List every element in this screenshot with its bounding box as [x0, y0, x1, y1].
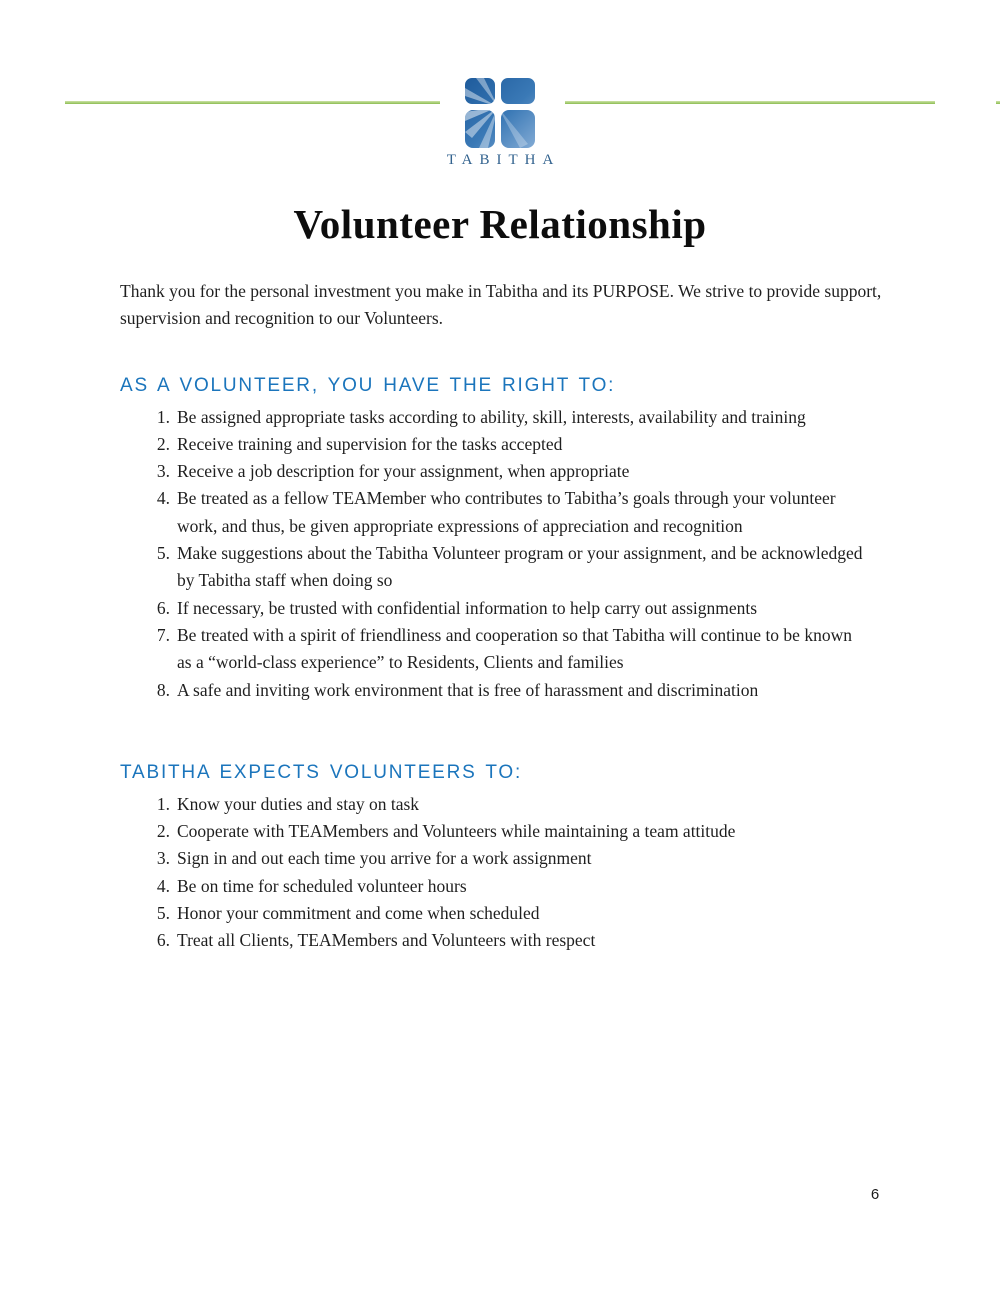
list-item: Receive training and supervision for the tasks accepted: [177, 433, 563, 454]
rights-list: [120, 404, 868, 704]
intro-paragraph: Thank you for the personal investment you make in Tabitha and its PURPOSE. We strive to provide support, supervision and recognition to our Volunteers.: [120, 281, 882, 329]
list-item: Be assigned appropriate tasks according to ability, skill, interests, availability and training: [177, 406, 806, 427]
section-heading-expectations: TABITHA EXPECTS VOLUNTEERS TO:: [120, 761, 523, 783]
list-item: Honor your commitment and come when scheduled: [177, 903, 540, 924]
list-item: If necessary, be trusted with confidential information to help carry out assignments: [177, 597, 758, 618]
page-title: Volunteer Relationship: [293, 201, 707, 247]
page-number: 6: [870, 1186, 880, 1203]
list-item: Treat all Clients, TEAMembers and Volunteers with respect: [177, 930, 596, 951]
list-item: A safe and inviting work environment that is free of harassment and discrimination: [177, 679, 759, 700]
list-item: Cooperate with TEAMembers and Volunteers while maintaining a team attitude: [177, 821, 736, 842]
list-item: Be on time for scheduled volunteer hours: [177, 875, 467, 896]
list-item: Make suggestions about the Tabitha Volunteer program or your assignment, and be acknowledged by Tabitha staff when doing so: [177, 543, 863, 591]
list-item: Sign in and out each time you arrive for a work assignment: [177, 848, 592, 869]
list-item: Receive a job description for your assignment, when appropriate: [177, 461, 630, 482]
list-item: Know your duties and stay on task: [177, 793, 420, 814]
expectations-list: [120, 791, 868, 955]
logo-wordmark: TABITHA: [446, 152, 561, 168]
list-item: Be treated as a fellow TEAMember who contributes to Tabitha’s goals through your volunteer work, and thus, be given appropriate expressions of appreciation and recognition: [177, 488, 836, 536]
list-item: Be treated with a spirit of friendliness and cooperation so that Tabitha will continue to be known as a “world-class experience” to Residents, Clients and families: [177, 624, 852, 673]
tabitha-logo-icon: [462, 78, 538, 148]
section-heading-rights: AS A VOLUNTEER, YOU HAVE THE RIGHT TO:: [120, 374, 616, 396]
logo-block: [0, 78, 1000, 168]
